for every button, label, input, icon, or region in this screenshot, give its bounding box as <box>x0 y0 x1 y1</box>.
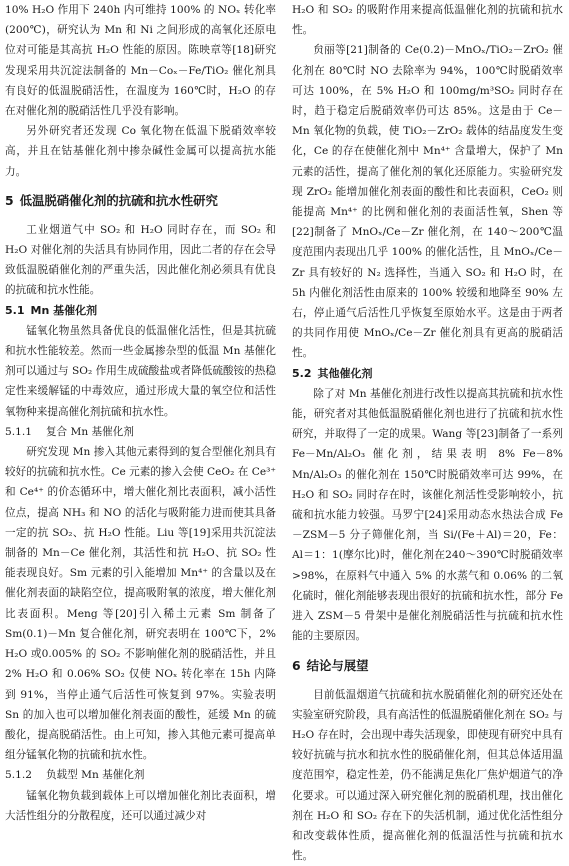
section-6-heading <box>292 656 563 676</box>
section-5-2-title: 其他催化剂 <box>318 367 373 380</box>
section-5-1-2-title: 负载型 Mn 基催化剂 <box>46 769 145 781</box>
paragraph-other-catalysts: 除了对 Mn 基催化剂进行改性以提高其抗硫和抗水性能，研究者对其他低温脱硝催化剂也进行了抗硫和抗水性研究，并取得了一定的成果。Wang 等[23]制备了一系列 Fe－Mn/Al₂O₃ 催化剂，结果表明 8% Fe－8% Mn/Al₂O₃ 的催化剂在 150℃时脱硝效率可达 99%，在 H₂O 和 SO₂ 同时存在时，该催化剂活性受影响较小，抗硫和抗水能力较强。马罗宁[24]采用动态水热法合成 Fe－ZSM－5 分子筛催化剂，当 Si/(Fe＋Al)＝20，Fe：Al＝1：1(摩尔比)时，催化剂在240～390℃时脱硝效率>98%，在原料气中通入 5% 的水蒸气和 0.06% 的二氧化硫时，催化剂能够表现出很好的抗硫和抗水性，部分 Fe 进入 ZSM－5 骨架中是催化剂脱硝活性与抗硫和抗水性能的主要原因。 <box>292 384 563 647</box>
left-column <box>5 0 276 771</box>
paragraph-adsorption-continuation: H₂O 和 SO₂ 的吸附作用来提高低温催化剂的抗硫和抗水性。 <box>292 0 563 40</box>
section-6-title: 结论与展望 <box>307 658 369 673</box>
paragraph-ni-mn-continuation: 10% H₂O 作用下 240h 内可维持 100% 的 NOₓ 转化率(200℃)，研究认为 Mn 和 Ni 之间形成的高氧化还原电位对可能是其高抗 H₂O 性能的原因。陈映章等[18]研究发现采用共沉淀法制备的 Mn－Coₓ－Fe/TiO₂ 催化剂具有良好的低温脱硝活性，在温度为 160℃时，H₂O 的存在对催化剂的脱硝活性几乎没有影响。 <box>5 0 276 121</box>
paragraph-composite-mn: 研究发现 Mn 掺入其他元素得到的复合型催化剂具有较好的抗硫和抗水性。Ce 元素的掺入会使 CeO₂ 在 Ce³⁺ 和 Ce⁴⁺ 的价态循环中，增大催化剂比表面积，减小活性位点，提高 NH₃ 和 NO 的活化与吸附能力进而使其具备一定的抗 SO₂、抗 H₂O 性能。Liu 等[19]采用共沉淀法制备的 Mn－Ce 催化剂，其活性和抗 H₂O、抗 SO₂ 性能表现良好。Sm 元素的引入能增加 Mn⁴⁺ 的含量以及在催化剂表面的缺陷空位，提高吸附氧的浓度，增大催化剂比表面积。Meng 等[20]引入稀土元素 Sm 制备了 Sm(0.1)－Mn 复合催化剂，研究表明在 100℃下，2% H₂O 或0.005% 的 SO₂ 不影响催化剂的脱硝活性，并且2% H₂O 和 0.06% SO₂ 仅使 NOₓ 转化率在 15h 内降到 91%，当停止通气后活性可恢复到 97%。实验表明 Sn 的加入也可以增加催化剂表面的酸性，延缓 Mn 的硫酸化，提高脱硝活性。由上可知，掺入其他元素可提高单组分锰氧化物的抗硫和抗水性。 <box>5 442 276 765</box>
section-5-1-1-heading <box>5 422 276 442</box>
section-5-2-number: 5.2 <box>292 367 312 380</box>
section-5-1-heading <box>5 301 276 321</box>
section-5-2-heading <box>292 364 563 384</box>
section-5-number: 5 <box>5 193 14 208</box>
section-5-1-1-title: 复合 Mn 基催化剂 <box>46 426 134 438</box>
paragraph-ce-mn-tio2-zro2: 贠丽等[21]制备的 Ce(0.2)－MnOₓ/TiO₂－ZrO₂ 催化剂在 80℃时 NO 去除率为 94%，100℃时脱硝效率可达 100%，在 5% H₂O 和 100mg/m³SO₂ 同时存在时，趋于稳定后脱硝效率仍可达 85%。这是由于 Ce－Mn 氧化物的负载，使 TiO₂－ZrO₂ 载体的结晶度发生变化，Ce 的存在使催化剂中 Mn⁴⁺ 含量增大，保护了 Mn 元素的活性，提高了催化剂的氧化还原能力。实验研究发现 ZrO₂ 能增加催化剂表面的酸性和比表面积，CeO₂ 则能提高 Mn⁴⁺ 的比例和催化剂的表面活性氧，Shen 等[22]制备了 MnOₓ/Ce－Zr 催化剂，在 140～200℃温度范围内表现出几乎 100% 的催化活性，且 MnOₓ/Ce－Zr 具有较好的 N₂ 选择性，当通入 SO₂ 和 H₂O 时，在 5h 内催化剂活性由原来的 100% 较缓和地降至 90% 左右，停止通气后活性几乎恢复至原始水平。这是由于两者的共同作用使 MnOₓ/Ce－Zr 催化剂具有更高的脱硝活性。 <box>292 40 563 363</box>
section-5-1-2-heading <box>5 765 276 785</box>
paragraph-mn-oxide: 锰氧化物虽然具备优良的低温催化活性，但是其抗硫和抗水性能较差。然而一些金属掺杂型的低温 Mn 基催化剂可以通过与 SO₂ 作用生成硫酸盐或者降低硫酸铵的热稳定性来缓解锰的中毒效应，通过形成大量的氧空位和活性氧物种来提高催化剂抗硫和抗水性。 <box>5 321 276 422</box>
paragraph-flue-gas: 工业烟道气中 SO₂ 和 H₂O 同时存在，而 SO₂ 和 H₂O 对催化剂的失活具有协同作用，因此二者的存在会导致低温脱硝催化剂的严重失活，因此催化剂必须具有优良的抗硫和抗水性能。 <box>5 220 276 301</box>
section-5-title: 低温脱硝催化剂的抗硫和抗水性研究 <box>20 193 218 208</box>
section-5-1-number: 5.1 <box>5 304 25 317</box>
paragraph-co-oxide: 另外研究者还发现 Co 氧化物在低温下脱硝效率较高，并且在钴基催化剂中掺杂碱性金属可以提高抗水能力。 <box>5 121 276 182</box>
section-5-1-title: Mn 基催化剂 <box>31 304 98 317</box>
right-column <box>292 0 563 771</box>
section-5-heading <box>5 191 276 211</box>
section-6-number: 6 <box>292 658 301 673</box>
section-5-1-1-number: 5.1.1 <box>5 426 32 438</box>
paragraph-conclusion: 目前低温烟道气抗硫和抗水脱硝催化剂的研究还处在实验室研究阶段，具有高活性的低温脱硝催化剂在 SO₂ 与 H₂O 存在时，会出现中毒失活现象，即使现有研究中具有较好抗硫与抗水和抗水性的脱硝催化剂，但其总体适用温度范围窄，稳定性差，仍不能满足焦化厂焦炉烟道气的净化要求。可以通过深入研究催化剂的脱硝机理，找出催化剂在 H₂O 和 SO₂ 存在下的失活机制，通过优化活性组分和改变载体性质，提高催化剂的低温活性与抗硫和抗水性。 <box>292 685 563 866</box>
section-5-1-2-number: 5.1.2 <box>5 769 32 781</box>
paragraph-supported-mn: 锰氧化物负载到载体上可以增加催化剂比表面积，增大活性组分的分散程度，还可以通过减少对 <box>5 786 276 826</box>
